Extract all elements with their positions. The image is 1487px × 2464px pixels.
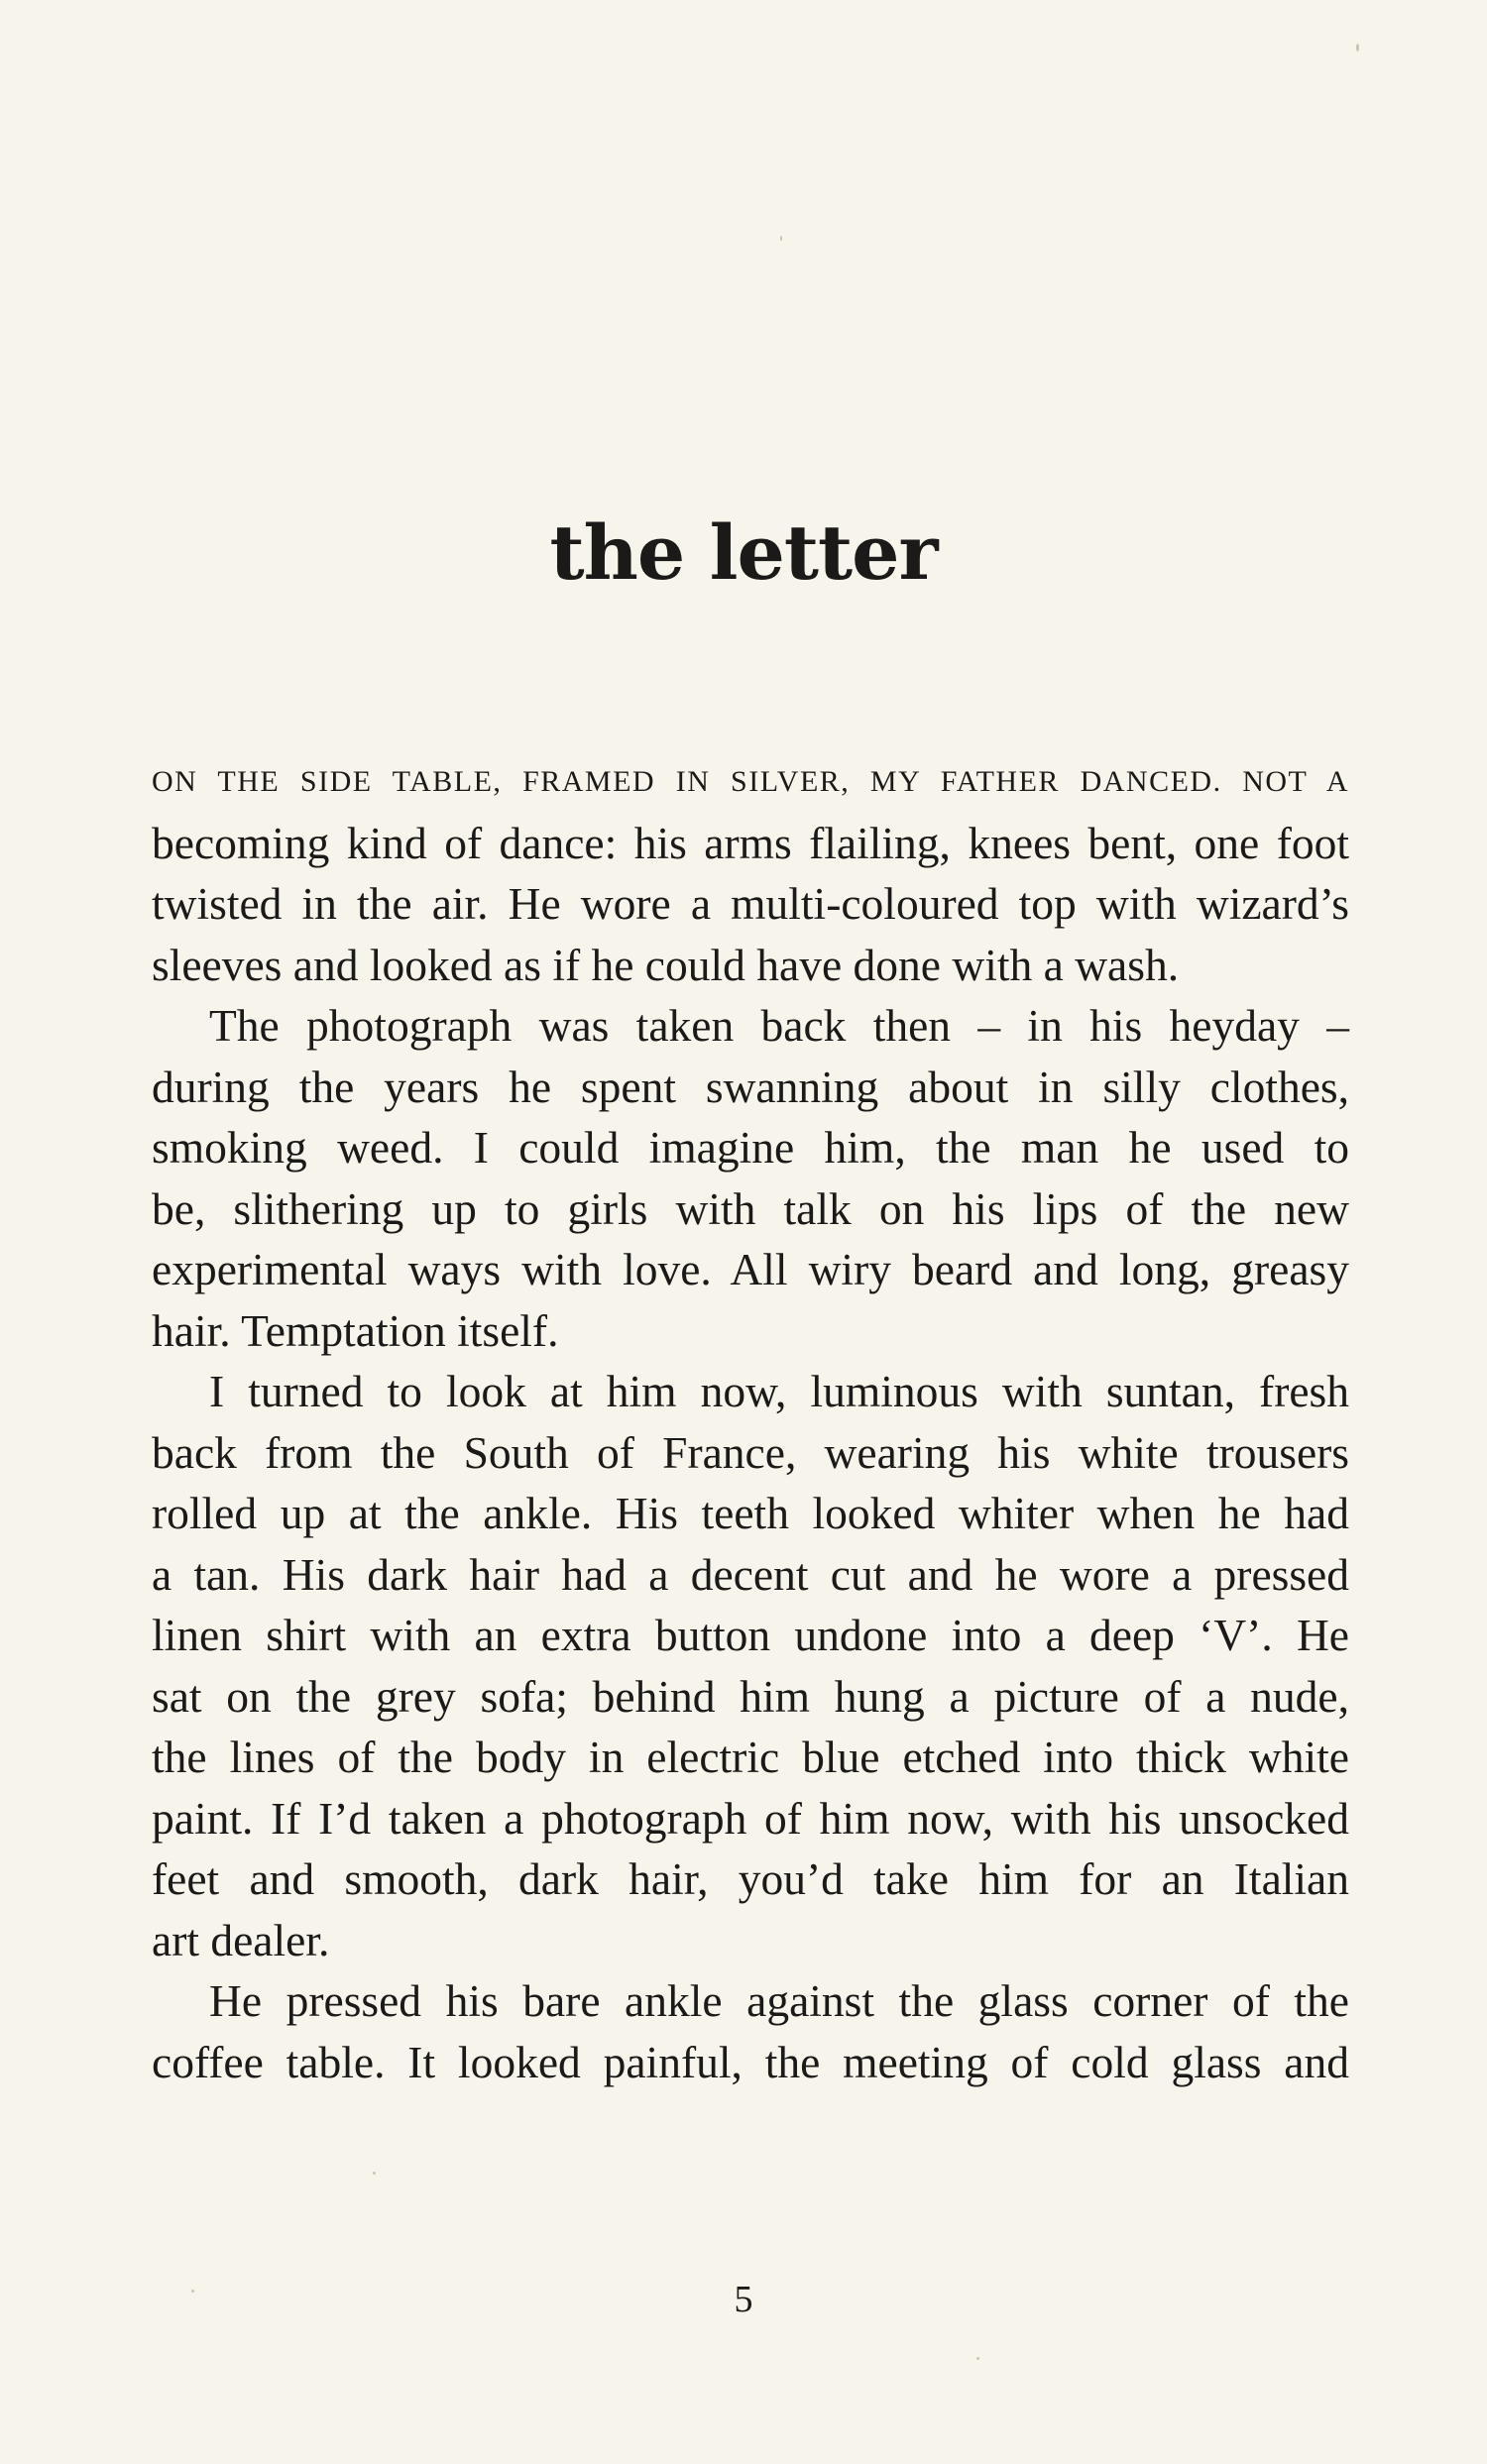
text-line: the lines of the body in electric blue etched into thick white — [152, 1732, 1349, 1782]
paragraph-4 — [152, 1970, 1349, 2092]
paper-speck — [191, 2290, 194, 2293]
paper-speck — [780, 236, 782, 241]
paragraph-2 — [152, 995, 1349, 1361]
text-line: hair. Temptation itself. — [152, 1304, 559, 1356]
chapter-title: the letter — [549, 508, 938, 597]
paper-speck — [976, 2357, 979, 2360]
text-line: linen shirt with an extra button undone into a deep ‘V’. He — [152, 1610, 1349, 1660]
text-line: twisted in the air. He wore a multi-coloured top with wizard’s — [152, 878, 1349, 929]
paper-speck — [373, 2172, 376, 2175]
text-line: a tan. His dark hair had a decent cut and he wore a pressed — [152, 1548, 1349, 1600]
text-line: experimental ways with love. All wiry beard and long, greasy — [152, 1244, 1349, 1294]
text-line: be, slithering up to girls with talk on his lips of the new — [152, 1182, 1349, 1234]
paragraph-3 — [152, 1361, 1349, 1970]
text-line: back from the South of France, wearing his white trousers — [152, 1426, 1349, 1478]
text-line: He pressed his bare ankle against the glass corner of the — [209, 1975, 1349, 2026]
paragraph-1 — [152, 751, 1349, 995]
text-line: sat on the grey sofa; behind him hung a picture of a nude, — [152, 1670, 1349, 1722]
text-line: becoming kind of dance: his arms flailing, knees bent, one foot — [152, 817, 1349, 868]
text-line: during the years he spent swanning about in silly clothes, — [152, 1061, 1349, 1112]
paper-speck — [1356, 44, 1359, 52]
text-line: coffee table. It looked painful, the meeting of cold glass and — [152, 2036, 1349, 2087]
text-line: I turned to look at him now, luminous with suntan, fresh — [209, 1366, 1349, 1416]
text-line: smoking weed. I could imagine him, the man he used to — [152, 1122, 1349, 1173]
page-number: 5 — [734, 2279, 753, 2320]
text-line: art dealer. — [152, 1914, 330, 1965]
opening-line: ON THE SIDE TABLE, FRAMED IN SILVER, MY FATHER DANCED. NOT A — [152, 765, 1349, 798]
body-text — [152, 751, 1349, 2092]
text-line: sleeves and looked as if he could have done with a wash. — [152, 939, 1180, 990]
text-line: The photograph was taken back then – in his heyday – — [209, 1000, 1349, 1051]
text-line: feet and smooth, dark hair, you’d take him for an Italian — [152, 1853, 1349, 1904]
text-line: paint. If I’d taken a photograph of him now, with his unsocked — [152, 1792, 1349, 1844]
text-line: rolled up at the ankle. His teeth looked whiter when he had — [152, 1488, 1349, 1538]
